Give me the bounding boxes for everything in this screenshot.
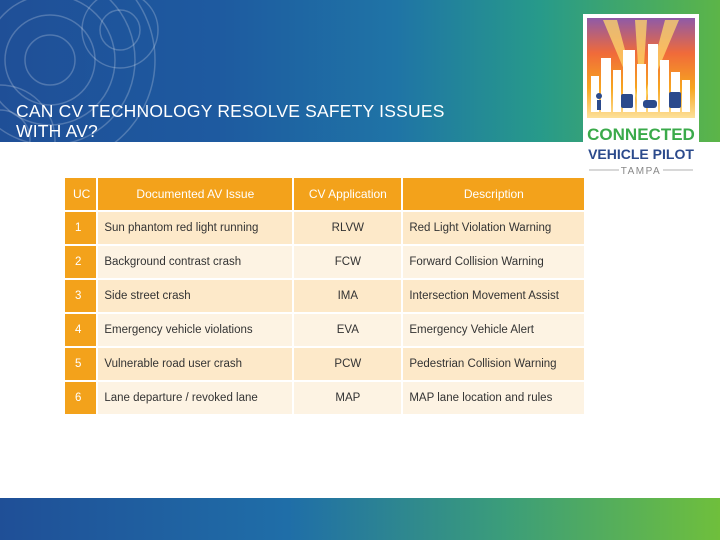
column-header-description: Description	[403, 178, 584, 210]
logo-text-vehicle-pilot: VEHICLE PILOT	[588, 146, 694, 162]
description-cell: Forward Collision Warning	[403, 246, 584, 278]
application-cell: RLVW	[294, 212, 401, 244]
issue-cell: Lane departure / revoked lane	[98, 382, 292, 414]
slide-title	[16, 101, 576, 141]
uc-cell: 1	[65, 212, 96, 244]
table-row	[65, 382, 584, 414]
uc-cell: 5	[65, 348, 96, 380]
table-row	[65, 280, 584, 312]
connected-vehicle-pilot-logo	[583, 14, 699, 184]
use-case-table	[63, 176, 586, 416]
table-header-row	[65, 178, 584, 210]
column-header-uc: UC	[65, 178, 96, 210]
column-header-issue: Documented AV Issue	[98, 178, 292, 210]
table-row	[65, 314, 584, 346]
description-cell: Emergency Vehicle Alert	[403, 314, 584, 346]
application-cell: PCW	[294, 348, 401, 380]
issue-cell: Emergency vehicle violations	[98, 314, 292, 346]
uc-cell: 2	[65, 246, 96, 278]
application-cell: MAP	[294, 382, 401, 414]
table-row	[65, 212, 584, 244]
use-case-table-container	[63, 176, 586, 416]
application-cell: FCW	[294, 246, 401, 278]
column-header-application: CV Application	[294, 178, 401, 210]
logo-text-connected: CONNECTED	[587, 125, 695, 144]
uc-cell: 6	[65, 382, 96, 414]
footer-band	[0, 498, 720, 540]
description-cell: MAP lane location and rules	[403, 382, 584, 414]
application-cell: EVA	[294, 314, 401, 346]
issue-cell: Vulnerable road user crash	[98, 348, 292, 380]
application-cell: IMA	[294, 280, 401, 312]
description-cell: Pedestrian Collision Warning	[403, 348, 584, 380]
issue-cell: Background contrast crash	[98, 246, 292, 278]
description-cell: Intersection Movement Assist	[403, 280, 584, 312]
description-cell: Red Light Violation Warning	[403, 212, 584, 244]
issue-cell: Side street crash	[98, 280, 292, 312]
logo-text-city: TAMPA	[620, 166, 662, 177]
issue-cell: Sun phantom red light running	[98, 212, 292, 244]
table-row	[65, 348, 584, 380]
slide-title-line-1: CAN CV TECHNOLOGY RESOLVE SAFETY ISSUES	[16, 101, 445, 121]
uc-cell: 4	[65, 314, 96, 346]
uc-cell: 3	[65, 280, 96, 312]
table-row	[65, 246, 584, 278]
slide-title-line-2: WITH AV?	[16, 121, 98, 141]
